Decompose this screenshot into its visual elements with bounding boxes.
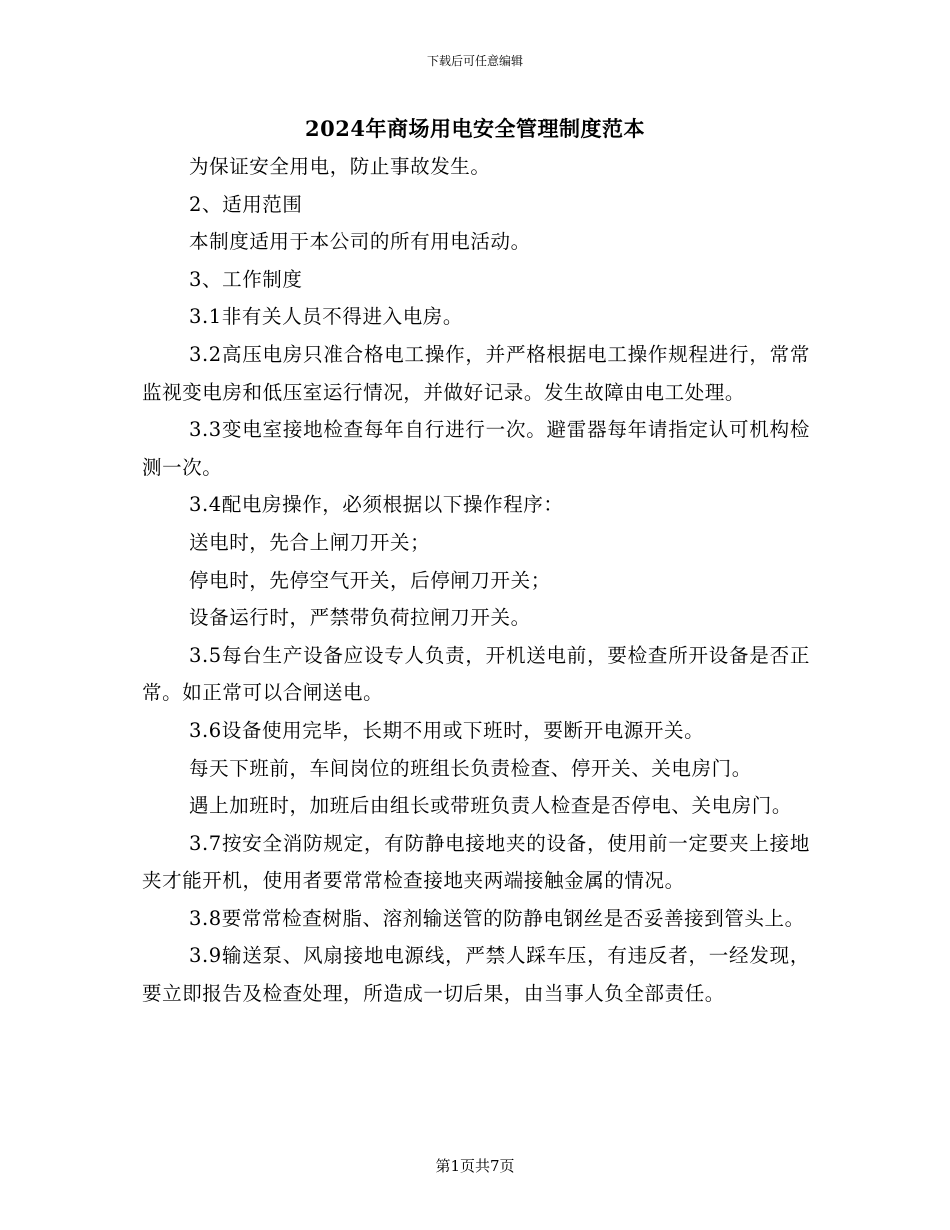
paragraph-rule-3-8: 3.8要常常检查树脂、溶剂输送管的防静电钢丝是否妥善接到管头上。 — [189, 906, 805, 930]
paragraph-overtime-check: 遇上加班时，加班后由组长或带班负责人检查是否停电、关电房门。 — [189, 794, 793, 818]
section-heading-rules: 3、工作制度 — [189, 267, 303, 291]
paragraph-rule-3-1: 3.1非有关人员不得进入电房。 — [189, 305, 464, 329]
paragraph-rule-3-5: 3.5每台生产设备应设专人负责，开机送电前，要检查所开设备是否正常。如正常可以合闸送电。 — [142, 643, 810, 705]
paragraph-rule-3-6: 3.6设备使用完毕，长期不用或下班时，要断开电源开关。 — [189, 718, 705, 742]
page-footer: 第1页共7页 — [435, 1157, 515, 1175]
paragraph-rule-3-4: 3.4配电房操作，必须根据以下操作程序： — [189, 493, 564, 517]
paragraph-scope: 本制度适用于本公司的所有用电活动。 — [189, 230, 531, 254]
page-header: 下载后可任意编辑 — [426, 54, 523, 68]
paragraph-purpose: 为保证安全用电，防止事故发生。 — [189, 155, 491, 178]
paragraph-rule-3-3: 3.3变电室接地检查每年自行进行一次。避雷器每年请指定认可机构检测一次。 — [142, 418, 810, 479]
paragraph-power-on: 送电时，先合上闸刀开关； — [189, 530, 431, 554]
document-body — [142, 148, 810, 1013]
paragraph-power-off: 停电时，先停空气开关，后停闸刀开关； — [189, 568, 551, 592]
paragraph-running: 设备运行时，严禁带负荷拉闸刀开关。 — [189, 606, 531, 630]
paragraph-rule-3-2: 3.2高压电房只准合格电工操作，并严格根据电工操作规程进行，常常监视变电房和低压室运行情况，并做好记录。发生故障由电工处理。 — [142, 342, 810, 404]
paragraph-rule-3-9: 3.9输送泵、风扇接地电源线，严禁人踩车压，有违反者，一经发现，要立即报告及检查处理，所造成一切后果，由当事人负全部责任。 — [142, 944, 810, 1006]
section-heading-scope: 2、适用范围 — [189, 192, 303, 216]
paragraph-rule-3-7: 3.7按安全消防规定，有防静电接地夹的设备，使用前一定要夹上接地夹才能开机，使用者要常常检查接地夹两端接触金属的情况。 — [142, 831, 810, 893]
paragraph-daily-check: 每天下班前，车间岗位的班组长负责检查、停开关、关电房门。 — [189, 756, 752, 780]
document-title: 2024年商场用电安全管理制度范本 — [305, 116, 645, 141]
